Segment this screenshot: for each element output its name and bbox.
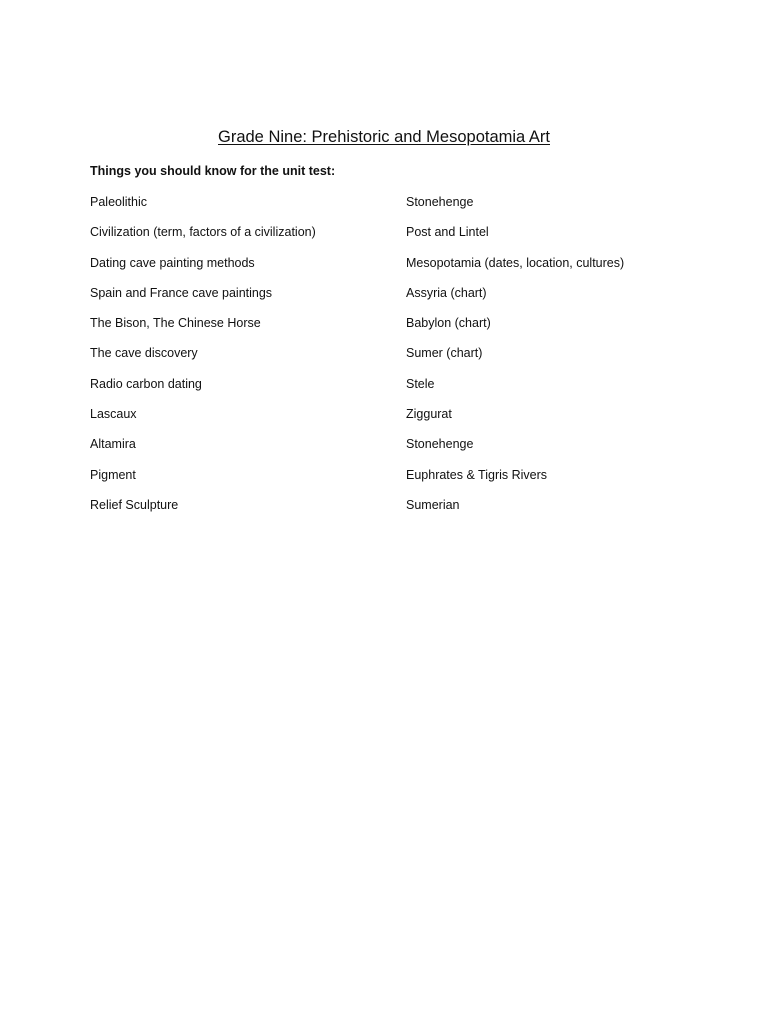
topic-item: Mesopotamia (dates, location, cultures) xyxy=(406,255,625,270)
right-topic-column xyxy=(406,194,726,527)
topic-item: Civilization (term, factors of a civilization) xyxy=(90,225,316,240)
topic-item: Ziggurat xyxy=(406,407,452,422)
topic-item: The cave discovery xyxy=(90,346,198,361)
topic-item: Pigment xyxy=(90,467,136,482)
topic-item: Assyria (chart) xyxy=(406,285,487,300)
topic-item: Stonehenge xyxy=(406,195,474,209)
topic-item: Sumerian xyxy=(406,497,460,512)
topic-item: Euphrates & Tigris Rivers xyxy=(406,467,548,482)
topic-item: Sumer (chart) xyxy=(406,346,483,361)
topic-item: Radio carbon dating xyxy=(90,376,202,391)
page-title: Grade Nine: Prehistoric and Mesopotamia Art xyxy=(218,128,550,146)
topic-item: The Bison, The Chinese Horse xyxy=(90,316,261,331)
topic-item: Paleolithic xyxy=(90,195,147,209)
topic-item: Spain and France cave paintings xyxy=(90,285,273,300)
topic-item: Post and Lintel xyxy=(406,225,489,240)
topic-item: Lascaux xyxy=(90,407,137,422)
topic-item: Babylon (chart) xyxy=(406,316,491,331)
topic-item: Dating cave painting methods xyxy=(90,255,255,270)
topic-item: Altamira xyxy=(90,437,136,452)
left-topic-column xyxy=(90,194,390,527)
topic-item: Relief Sculpture xyxy=(90,497,179,512)
topic-item: Stele xyxy=(406,376,435,391)
page-subtitle: Things you should know for the unit test: xyxy=(90,164,336,178)
topic-item: Stonehenge xyxy=(406,437,474,452)
